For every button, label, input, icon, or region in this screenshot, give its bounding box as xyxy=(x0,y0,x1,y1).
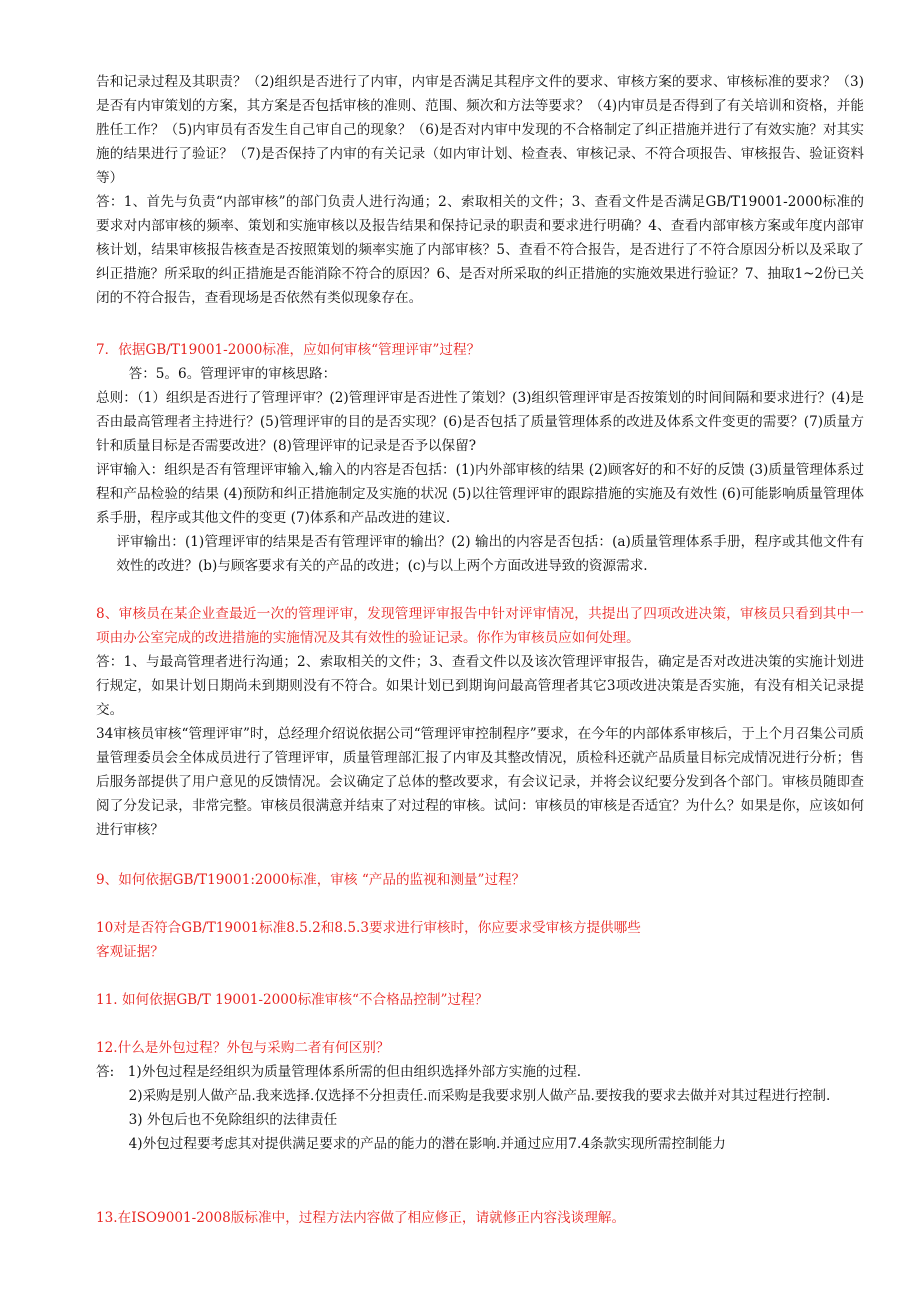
question-8-heading: 8、审核员在某企业查最近一次的管理评审，发现管理评审报告中针对评审情况，共提出了四项改进决策，审核员只看到其中一项由办公室完成的改进措施的实施情况及其有效性的验证记录。你作为审核员应如何处理。 xyxy=(96,606,864,646)
question-12-answer-3: 3) 外包后也不免除组织的法律责任 xyxy=(128,1112,338,1128)
question-12-answer-2: 2)采购是别人做产品.我来选择.仅选择不分担责任.而采购是我要求别人做产品.要按我的要求去做并对其过程进行控制. xyxy=(128,1088,831,1104)
question-7-review-output: 评审输出：(1)管理评审的结果是否有管理评审的输出？(2) 输出的内容是否包括：(a)质量管理体系手册，程序或其他文件有效性的改进？(b)与顾客要求有关的产品的改进；(c)与以上两个方面改进导致的资源需求. xyxy=(116,534,864,574)
question-9-heading: 9、如何依据GB/T19001:2000标准，审核 “产品的监视和测量”过程？ xyxy=(96,872,526,888)
question-12-answer-4: 4)外包过程要考虑其对提供满足要求的产品的能力的潜在影响.并通过应用7.4条款实现所需控制能力 xyxy=(128,1136,726,1152)
question-11-section xyxy=(96,988,864,1012)
intro-questions-paragraph: 告和记录过程及其职责？（2)组织是否进行了内审，内审是否满足其程序文件的要求、审核方案的要求、审核标准的要求？（3)是否有内审策划的方案，其方案是否包括审核的准则、范围、频次和方法等要求？（4)内审员是否得到了有关培训和资格，并能胜任工作？（5)内审员有否发生自己审自己的现象？（6)是否对内审中发现的不合格制定了纠正措施并进行了有效实施？对其实施的结果进行了验证？（7)是否保持了内审的有关记录（如内审计划、检查表、审核记录、不符合项报告、审核报告、验证资料等） xyxy=(96,74,864,186)
question-10-heading-line2: 客观证据？ xyxy=(96,944,164,960)
question-9-section xyxy=(96,868,864,892)
question-8-section xyxy=(96,602,864,842)
question-8-answer: 答：1、与最高管理者进行沟通；2、索取相关的文件；3、查看文件以及该次管理评审报告，确定是否对改进决策的实施计划进行规定，如果计划日期尚未到期则没有不符合。如果计划已到期询问最高管理者其它3项改进决策是否实施，有没有相关记录提交。 xyxy=(96,654,864,718)
question-10-heading-line1: 10对是否符合GB/T19001标准8.5.2和8.5.3要求进行审核时，你应要求受审核方提供哪些 xyxy=(96,920,641,936)
question-12-answer-1: 答: 1)外包过程是经组织为质量管理体系所需的但由组织选择外部方实施的过程. xyxy=(96,1064,582,1080)
question-7-answer-intro: 答：5。6。管理评审的审核思路： xyxy=(128,366,337,382)
question-13-section xyxy=(96,1206,864,1230)
question-11-heading: 11. 如何依据GB/T 19001-2000标准审核“不合格品控制”过程？ xyxy=(96,992,489,1008)
question-7-general: 总则：（1）组织是否进行了管理评审？(2)管理评审是否进性了策划？(3)组织管理评审是否按策划的时间间隔和要求进行？(4)是否由最高管理者主持进行？(5)管理评审的目的是否实现？(6)是否包括了质量管理体系的改进及体系文件变更的需要？(7)质量方针和质量目标是否需要改进？(8)管理评审的记录是否予以保留? xyxy=(96,390,864,454)
question-7-heading: 7．依据GB/T19001-2000标准，应如何审核“管理评审”过程？ xyxy=(96,342,481,358)
question-7-section xyxy=(96,338,864,578)
question-12-section xyxy=(96,1036,864,1156)
question-10-section xyxy=(96,916,864,964)
intro-section xyxy=(96,70,864,310)
question-13-heading: 13.在ISO9001-2008版标准中，过程方法内容做了相应修正，请就修正内容浅谈理解。 xyxy=(96,1210,626,1226)
intro-answer-paragraph: 答：1、首先与负责“内部审核”的部门负责人进行沟通；2、索取相关的文件；3、查看文件是否满足GB/T19001-2000标准的要求对内部审核的频率、策划和实施审核以及报告结果和保持记录的职责和要求进行明确？4、查看内部审核方案或年度内部审核计划，结果审核报告核查是否按照策划的频率实施了内部审核？5、查看不符合报告，是否进行了不符合原因分析以及采取了纠正措施？所采取的纠正措施是否能消除不符合的原因？6、是否对所采取的纠正措施的实施效果进行验证？7、抽取1~2份已关闭的不符合报告，查看现场是否依然有类似现象存在。 xyxy=(96,194,864,306)
question-7-review-input: 评审输入：组织是否有管理评审输入,输入的内容是否包括：(1)内外部审核的结果 (2)顾客好的和不好的反馈 (3)质量管理体系过程和产品检验的结果 (4)预防和纠正措施制定及实施的状况 (5)以往管理评审的跟踪措施的实施及有效性 (6)可能影响质量管理体系手册，程序或其他文件的变更 (7)体系和产品改进的建议. xyxy=(96,462,864,526)
case-34-paragraph: 34审核员审核“管理评审”时，总经理介绍说依据公司“管理评审控制程序”要求，在今年的内部体系审核后，于上个月召集公司质量管理委员会全体成员进行了管理评审，质量管理部汇报了内审及其整改情况，质检科还就产品质量目标完成情况进行分析；售后服务部提供了用户意见的反馈情况。会议确定了总体的整改要求，有会议记录，并将会议纪要分发到各个部门。审核员随即查阅了分发记录，非常完整。审核员很满意并结束了对过程的审核。试问：审核员的审核是否适宜？为什么？如果是你，应该如何进行审核？ xyxy=(96,726,864,838)
question-12-heading: 12.什么是外包过程？外包与采购二者有何区别？ xyxy=(96,1040,390,1056)
